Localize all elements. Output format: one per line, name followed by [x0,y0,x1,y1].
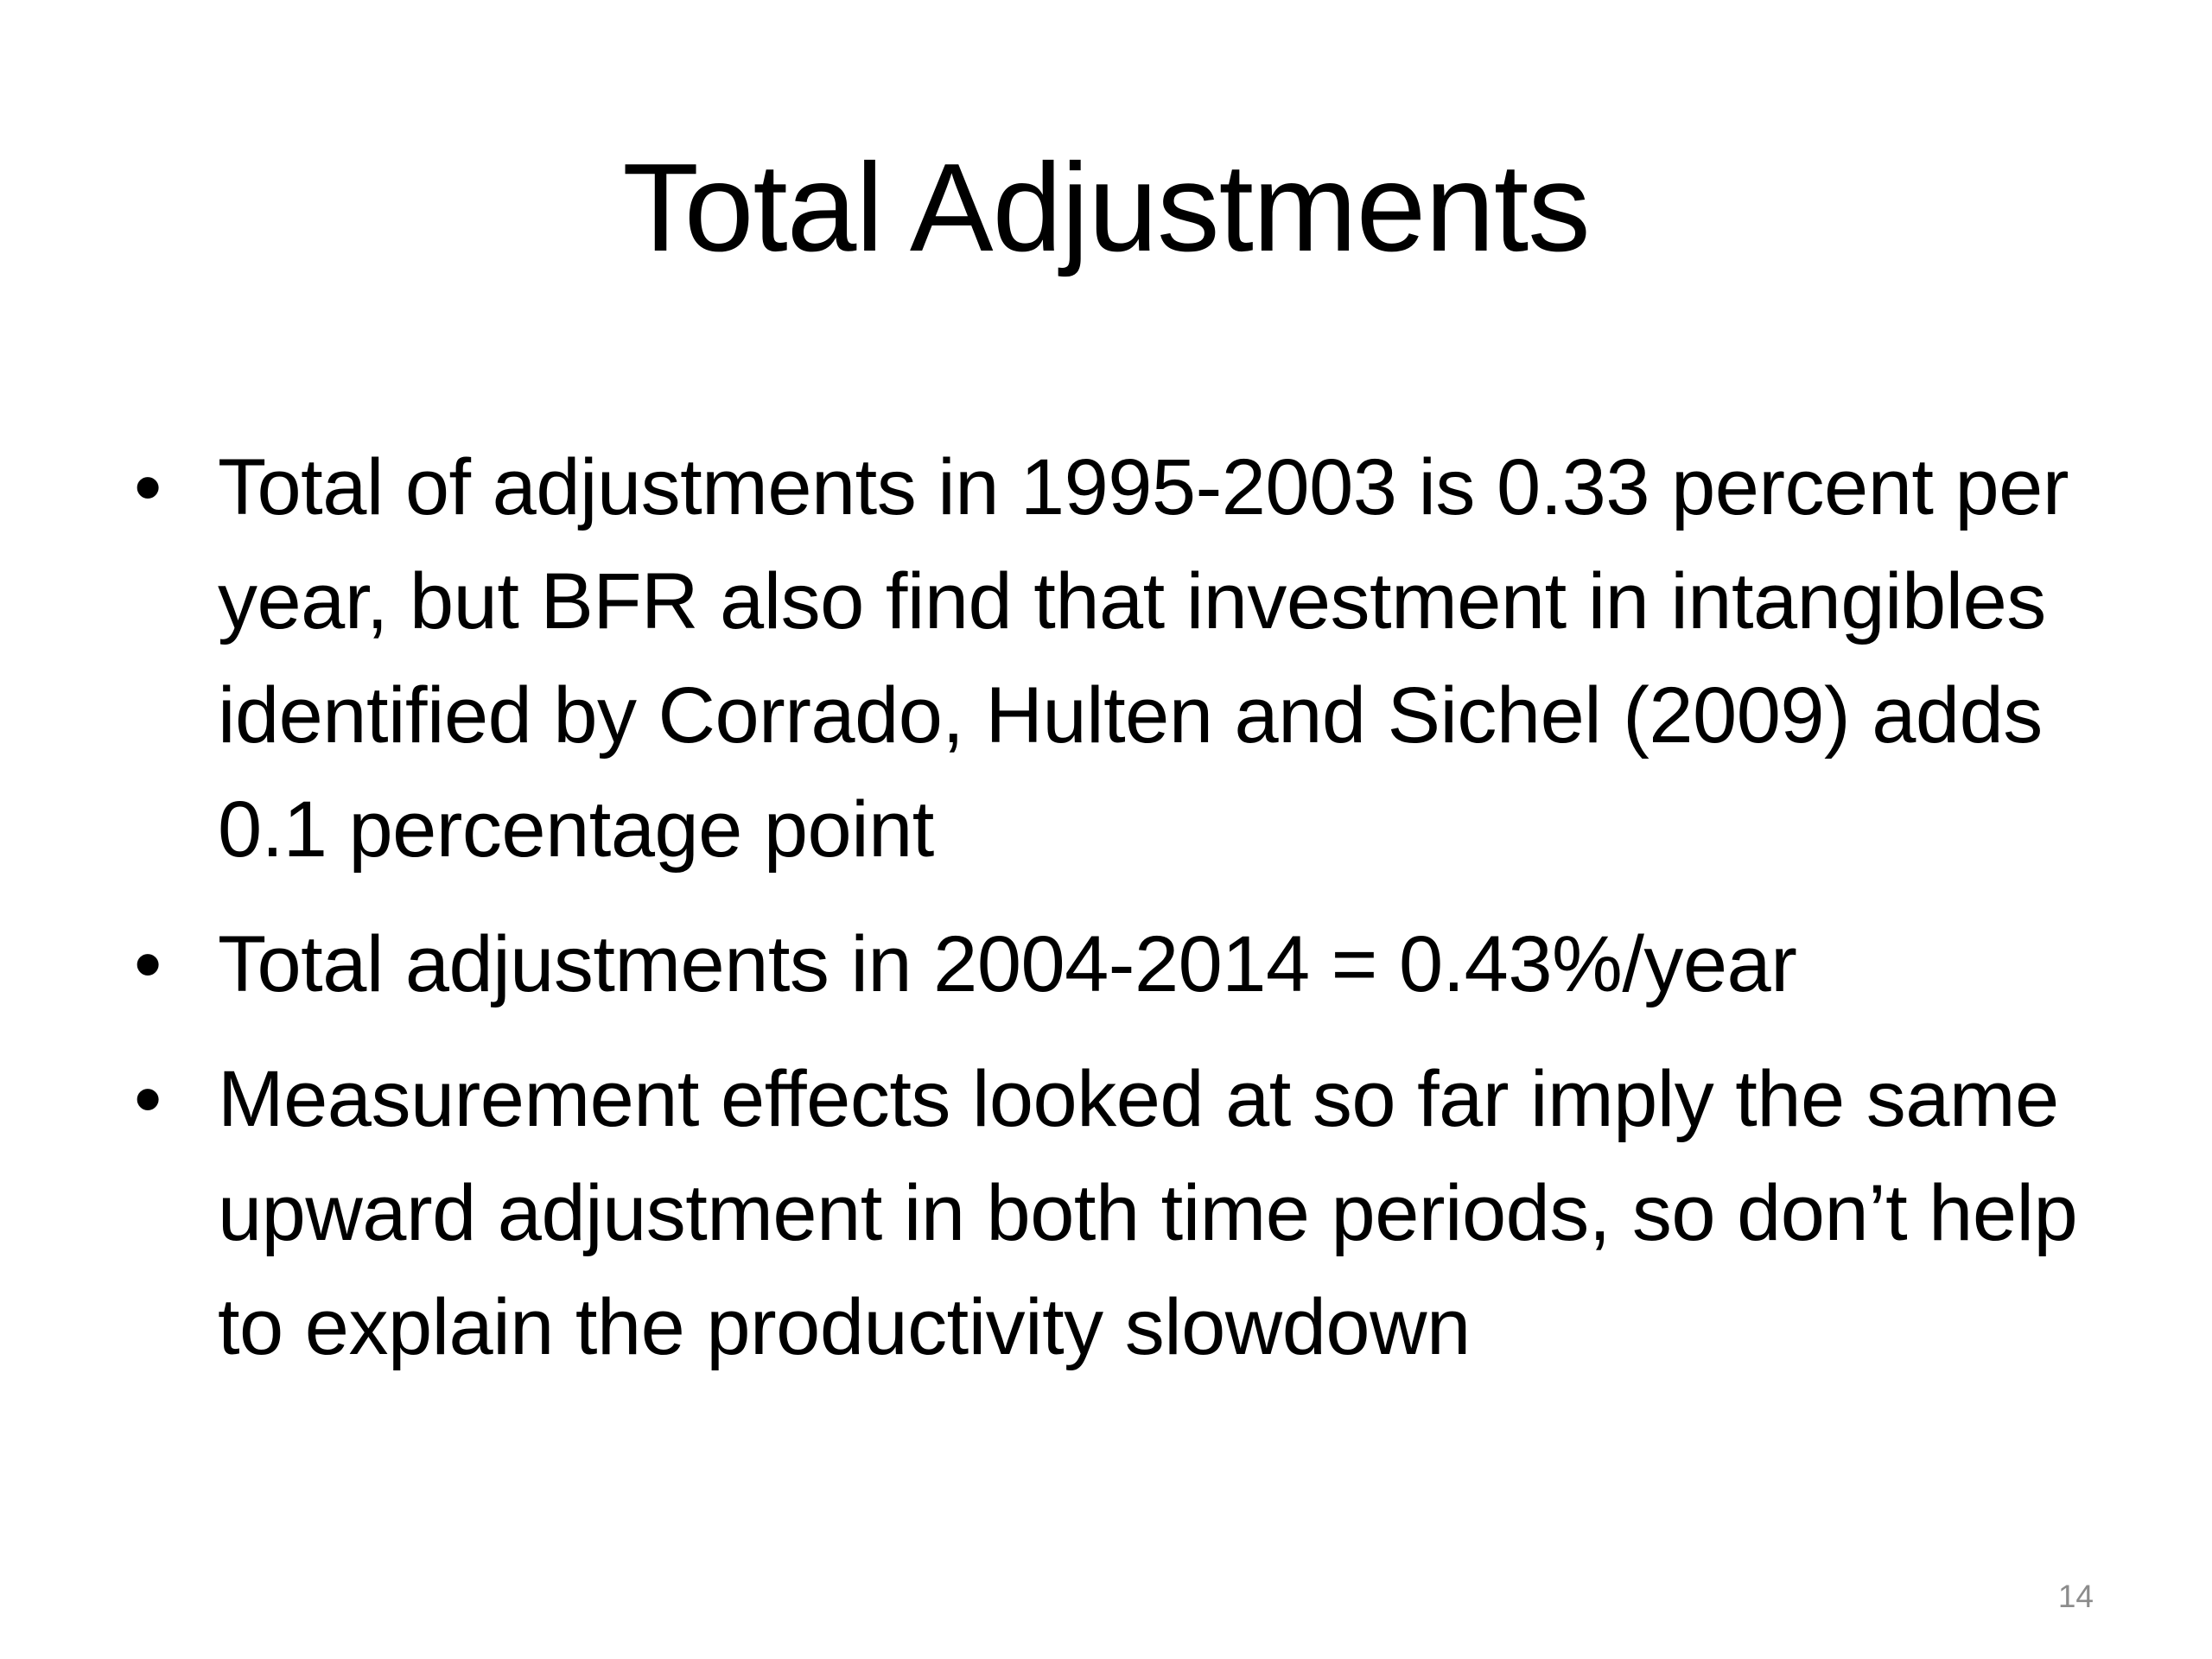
slide-title: Total Adjustments [622,137,1590,277]
bullet-item [130,1042,2134,1384]
bullet-text: Total of adjustments in 1995-2003 is 0.33 percent per year, but BFR also find that investment in intangibles identified by Corrado, Hulten and Sichel (2009) adds 0.1 percentage point [218,443,2069,874]
bullet-icon: • [134,920,162,1008]
bullet-text: Measurement effects looked at so far imply the same upward adjustment in both time periods, so don’t help to explain the productivity slowdown [218,1055,2078,1371]
bullet-item [130,907,2134,1021]
bullet-item [130,430,2134,887]
bullet-list [130,430,2134,1405]
slide-number: 14 [2057,1579,2094,1614]
bullet-icon: • [134,443,162,531]
bullet-icon: • [134,1055,162,1143]
bullet-text: Total adjustments in 2004-2014 = 0.43%/year [218,920,1797,1008]
